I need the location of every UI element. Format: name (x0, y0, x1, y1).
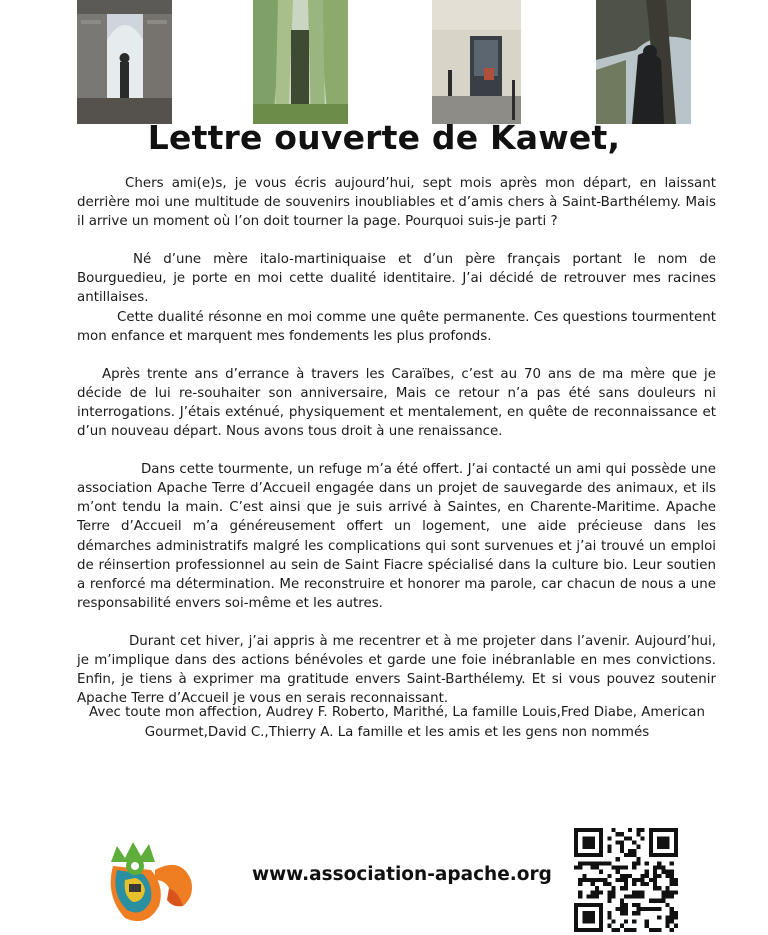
letter-signature: Avec toute mon affection, Audrey F. Roberto, Marithé, La famille Louis,Fred Diabe, American Gourmet,David C.,Thierry A. La famille et les amis et les gens non nommés (89, 705, 705, 740)
letter-body (77, 174, 716, 708)
apache-association-logo (95, 836, 205, 926)
letter-paragraph: Chers ami(e)s, je vous écris aujourd’hui, sept mois après mon départ, en laissant derrière moi une multitude de souvenirs inoubliables et d’amis chers à Saint-Barthélemy. Mais il arrive un moment où l’on doit tourner la page. Pourquoi suis-je parti ? (77, 176, 716, 230)
letter-paragraph: Après trente ans d’errance à travers les Caraïbes, c’est au 70 ans de ma mère que je décide de lui re-souhaiter son anniversaire, Mais ce retour n’a pas été sans douleurs ni interrogations. J’étais exténué, physiquement et mentalement, en quête de reconnaissance et d’un nouveau départ. Nous avons tous droit à une renaissance. (77, 366, 716, 440)
letter-paragraph: Né d’une mère italo-martiniquaise et d’un père français portant le nom de Bourguedieu, je porte en moi cette dualité identitaire. J’ai décidé de retrouver mes racines antillaises. (77, 252, 716, 306)
qr-code-icon (574, 828, 678, 932)
website-link[interactable]: www.association-apache.org (252, 864, 552, 885)
letter-title: Lettre ouverte de Kawet, (147, 118, 621, 157)
stone-arch-photo (77, 0, 172, 124)
tree-trunk-photo (596, 0, 691, 124)
letter-paragraph: Dans cette tourmente, un refuge m’a été offert. J’ai contacté un ami qui possède une association Apache Terre d’Accueil engagée dans un projet de sauvegarde des animaux, et ils m’ont tendu la main. C’est ainsi que je suis arrivé à Saintes, en Charente-Maritime. Apache Terre d’Accueil m’a généreusement offert un logement, une aide précieuse dans les démarches administratifs malgré les complications qui sont survenues et j’ai trouvé un emploi de réinsertion professionnel au sein de Saint Fiacre spécialisé dans la culture bio. Leur soutien a renforcé ma détermination. Me reconstruire et honorer ma parole, car chacun de nous a une responsabilité envers soi-même et les autres. (77, 462, 716, 611)
willow-tree-photo (253, 0, 348, 124)
building-door-photo (432, 0, 521, 124)
letter-paragraph: Durant cet hiver, j’ai appris à me recentrer et à me projeter dans l’avenir. Aujourd’hui, je m’implique dans des actions bénévoles et garde une foie inébranlable en mes convictions. Enfin, je tiens à exprimer ma gratitude envers Saint-Barthélemy. Et si vous pouvez soutenir Apache Terre d’Accueil je vous en serais reconnaissant. (77, 633, 716, 707)
letter-paragraph: Cette dualité résonne en moi comme une quête permanente. Ces questions tourmentent mon enfance et marquent mes fondements les plus profonds. (77, 309, 716, 344)
